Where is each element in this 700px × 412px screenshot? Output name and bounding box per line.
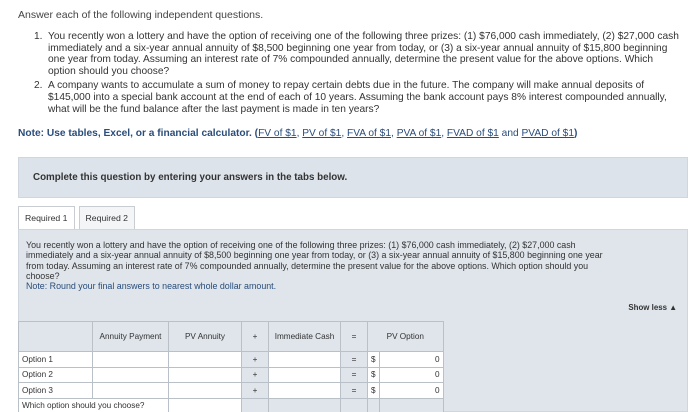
question-text: You recently won a lottery and have the option of receiving one of the following three prizes: (1) $76,000 cash immediately, (2) $27,000 cash immediately and a six-year annual annuity of $8,500 beginning one year from today, or (3) a six-year annual annuity of $15,800 beginning one year from today. Assuming an interest rate of 7% compounded annually, determine the present value for the above options. Which option should you choose? bbox=[48, 31, 679, 77]
question-1 bbox=[34, 31, 682, 77]
row-label: Option 3 bbox=[19, 383, 93, 399]
question-list bbox=[34, 31, 682, 118]
annuity-payment-input[interactable] bbox=[93, 367, 169, 383]
requirement-tabs bbox=[18, 206, 139, 230]
panel-question-text: You recently won a lottery and have the option of receiving one of the following three prizes: (1) $76,000 cash immediately, (2) $27,000 cash immediately and a six-year annual annuity of $8,500 beginning one year from today, or (3) a six-year annual annuity of $15,800 beginning one year from today. Assuming an interest rate of 7% compounded annually, determine the present value for the above options. Which option should you choose? bbox=[26, 240, 603, 281]
show-less-button[interactable]: Show less ▲ bbox=[628, 303, 677, 312]
blank-cell bbox=[379, 398, 443, 412]
pv-annuity-input[interactable] bbox=[169, 352, 242, 368]
row-label: Option 2 bbox=[19, 367, 93, 383]
question-2 bbox=[34, 80, 682, 115]
table-header-row bbox=[19, 322, 444, 352]
table-row bbox=[19, 352, 444, 368]
blank-cell bbox=[242, 398, 269, 412]
link-pva-of-1[interactable]: PVA of $1 bbox=[396, 128, 442, 139]
header-pv-option: PV Option bbox=[368, 322, 444, 352]
complete-question-banner bbox=[18, 157, 688, 198]
pv-annuity-input[interactable] bbox=[169, 383, 242, 399]
note-prefix: Note: Use tables, Excel, or a financial calculator. bbox=[18, 128, 252, 139]
table-row bbox=[19, 398, 444, 412]
panel-question bbox=[26, 240, 611, 291]
table-row bbox=[19, 367, 444, 383]
link-pv-of-1[interactable]: PV of $1 bbox=[302, 128, 342, 139]
row-label: Option 1 bbox=[19, 352, 93, 368]
pv-option-value: 0 bbox=[379, 367, 443, 383]
required-1-panel bbox=[18, 229, 688, 412]
plus-sign: + bbox=[242, 383, 269, 399]
link-fv-of-1[interactable]: FV of $1 bbox=[258, 128, 297, 139]
blank-cell bbox=[269, 398, 341, 412]
header-blank bbox=[19, 322, 93, 352]
equals-sign: = bbox=[341, 383, 368, 399]
reference-note: Note: Use tables, Excel, or a financial calculator. (FV of $1, PV of $1, FVA of $1, PVA of $1, FVAD of $1 and PVAD of $1) bbox=[18, 128, 578, 139]
header-pv-annuity: PV Annuity bbox=[169, 322, 242, 352]
equals-sign: = bbox=[341, 352, 368, 368]
choose-option-input[interactable] bbox=[169, 398, 242, 412]
header-equals: = bbox=[341, 322, 368, 352]
complete-prompt: Complete this question by entering your answers in the tabs below. bbox=[33, 172, 348, 183]
table-row bbox=[19, 383, 444, 399]
choose-option-label: Which option should you choose? bbox=[19, 398, 169, 412]
question-text: A company wants to accumulate a sum of money to repay certain debts due in the future. The company will make annual deposits of $145,000 into a special bank account at the end of each of 10 years. Assuming the bank account pays 8% interest compounded annually, what will be the fund balance after the last payment is made in ten years? bbox=[48, 80, 667, 115]
equals-sign: = bbox=[341, 367, 368, 383]
link-fva-of-1[interactable]: FVA of $1 bbox=[347, 128, 392, 139]
immediate-cash-input[interactable] bbox=[269, 367, 341, 383]
instructions: Answer each of the following independent questions. bbox=[18, 9, 264, 21]
blank-cell bbox=[368, 398, 380, 412]
plus-sign: + bbox=[242, 367, 269, 383]
tab-required-2[interactable]: Required 2 bbox=[79, 206, 136, 230]
pv-options-table bbox=[18, 321, 444, 412]
blank-cell bbox=[341, 398, 368, 412]
header-plus: + bbox=[242, 322, 269, 352]
pv-annuity-input[interactable] bbox=[169, 367, 242, 383]
immediate-cash-input[interactable] bbox=[269, 352, 341, 368]
panel-note: Note: Round your final answers to nearest whole dollar amount. bbox=[26, 281, 277, 292]
pv-option-value: 0 bbox=[379, 383, 443, 399]
note-and: and bbox=[501, 128, 519, 139]
pv-option-value: 0 bbox=[379, 352, 443, 368]
immediate-cash-input[interactable] bbox=[269, 383, 341, 399]
header-immediate-cash: Immediate Cash bbox=[269, 322, 341, 352]
header-annuity-payment: Annuity Payment bbox=[93, 322, 169, 352]
dollar-sign: $ bbox=[368, 383, 380, 399]
tab-required-1[interactable]: Required 1 bbox=[18, 206, 75, 230]
annuity-payment-input[interactable] bbox=[93, 383, 169, 399]
question-number: 2. bbox=[34, 80, 43, 92]
link-pvad-of-1[interactable]: PVAD of $1 bbox=[521, 128, 574, 139]
question-number: 1. bbox=[34, 31, 43, 42]
link-fvad-of-1[interactable]: FVAD of $1 bbox=[446, 128, 499, 139]
dollar-sign: $ bbox=[368, 352, 380, 368]
plus-sign: + bbox=[242, 352, 269, 368]
annuity-payment-input[interactable] bbox=[93, 352, 169, 368]
dollar-sign: $ bbox=[368, 367, 380, 383]
